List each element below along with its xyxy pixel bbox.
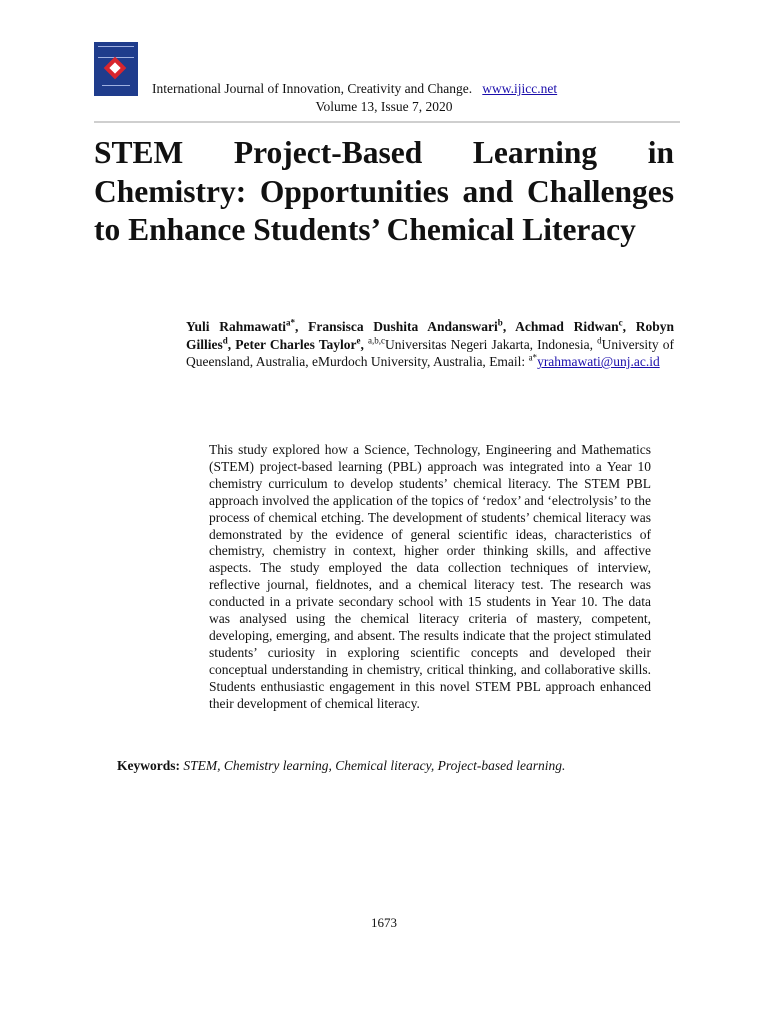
email-label: Email: (489, 354, 526, 370)
author-name: Fransisca Dushita Andanswari (308, 319, 498, 334)
diamond-icon (104, 57, 127, 80)
journal-logo (94, 42, 138, 96)
journal-header (152, 81, 557, 97)
author-name: Robyn Gillies (186, 319, 674, 352)
email-link[interactable]: yrahmawati@unj.ac.id (537, 354, 660, 370)
keywords (117, 758, 677, 774)
author-name: Yuli Rahmawati (186, 319, 286, 334)
keywords-label: Keywords: (117, 758, 180, 773)
journal-name: International Journal of Innovation, Creativity and Change. (152, 81, 473, 96)
affiliation-1: Universitas Negeri Jakarta, Indonesia, (385, 336, 594, 352)
logo-bottom-band (102, 85, 130, 90)
abstract: This study explored how a Science, Technology, Engineering and Mathematics (STEM) project-based learning (PBL) approach was integrated into a Year 10 chemistry curriculum to develop students’ chemical literacy. The STEM PBL approach involved the application of the topics of ‘redox’ and ‘electrolysis’ to the process of chemical etching. The development of students’ chemical literacy was demonstrated by the evidence of general scientific ideas, characteristics of chemistry, chemistry in context, higher order thinking skills, and affective aspects. The study employed the data collection techniques of interview, reflective journal, fieldnotes, and a chemical literacy test. The research was conducted in a private secondary school with 15 students in Year 10. The data was analysed using the chemical literacy criteria of mastery, competent, developing, emerging, and absent. The results indicate that the project stimulated students’ curiosity in exploring scientific concepts and developed their conceptual understanding in chemistry, critical thinking, and collaborative skills. Students enthusiastic engagement in this novel STEM PBL approach enhanced their development of chemical literacy. (209, 442, 651, 711)
header-divider (94, 121, 680, 123)
affiliation-sup: d (597, 335, 602, 346)
page-number: 1673 (371, 915, 397, 930)
affiliation-2: University of Queensland, Australia, eMurdoch University, Australia, (186, 336, 675, 370)
author-name: Peter Charles Taylor (235, 336, 357, 352)
affiliation-sup: a,b,c (368, 335, 385, 346)
author-sup: c (618, 317, 623, 328)
article-title: STEM Project-Based Learning in Chemistry: Opportunities and Challenges to Enhance Students’ Chemical Literacy (94, 135, 674, 247)
keywords-list: STEM, Chemistry learning, Chemical literacy, Project-based learning. (183, 758, 566, 773)
author-block: Yuli Rahmawati$^{a*}$, Fransisca Dushita Andanswari$^b$, Achmad Ridwan$^c$, Robyn Gillies$^d$, Peter Charles Taylor$^e$, $^{a,b,c}$Universitas Negeri Jakarta, Indonesia, $^d$University of Queensland, Australia, eMurdoch University, Australia, Email: $^{a*}$yrahmawati@unj.ac.id (186, 317, 675, 370)
author-sup: b (497, 317, 503, 328)
author-sup: a* (285, 317, 295, 328)
logo-text-band (98, 46, 134, 58)
volume-issue: Volume 13, Issue 7, 2020 (315, 99, 453, 114)
author-name: Achmad Ridwan (515, 319, 619, 334)
author-sup: e (356, 335, 361, 346)
author-sup: d (222, 335, 228, 346)
journal-url-link[interactable]: www.ijicc.net (482, 81, 558, 96)
email-sup: a* (528, 352, 538, 363)
